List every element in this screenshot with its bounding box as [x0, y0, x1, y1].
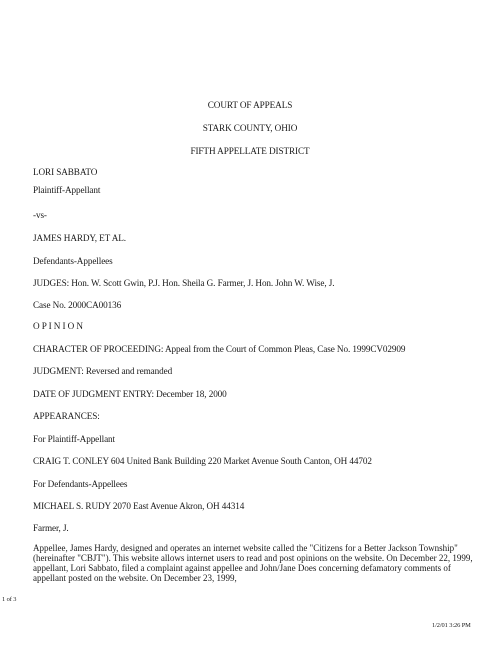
- case-number: Case No. 2000CA00136: [33, 300, 122, 310]
- district-name: FIFTH APPELLATE DISTRICT: [190, 146, 310, 156]
- versus-label: -vs-: [33, 210, 47, 220]
- judgment-date: DATE OF JUDGMENT ENTRY: December 18, 2000: [33, 389, 227, 399]
- appearances-heading: APPEARANCES:: [33, 411, 100, 421]
- appellee-counsel: MICHAEL S. RUDY 2070 East Avenue Akron, OH 44314: [33, 501, 245, 511]
- appellant-counsel-label: For Plaintiff-Appellant: [33, 434, 115, 444]
- court-name: COURT OF APPEALS: [207, 100, 293, 110]
- judgment-line: JUDGMENT: Reversed and remanded: [33, 366, 173, 376]
- plaintiff-name: LORI SABBATO: [33, 167, 98, 177]
- appellee-counsel-label: For Defendants-Appellees: [33, 479, 128, 489]
- opinion-body-paragraph: Appellee, James Hardy, designed and operates an internet website called the "Citizens for a Better Jackson Township" (hereinafter "CBJT"). This website allows internet users to read and post opinions on the website. On December 22, 1999, appellant, Lori Sabbato, filed a complaint against appellee and John/Jane Does concerning defamatory comments of appellant posted on the website. On December 23, 1999,: [33, 543, 473, 583]
- county-name: STARK COUNTY, OHIO: [202, 123, 298, 133]
- appellant-counsel: CRAIG T. CONLEY 604 United Bank Building 220 Market Avenue South Canton, OH 44702: [33, 456, 372, 466]
- page-number: 1 of 3: [2, 596, 17, 603]
- opinion-heading: O P I N I O N: [33, 321, 83, 331]
- character-of-proceeding: CHARACTER OF PROCEEDING: Appeal from the Court of Common Pleas, Case No. 1999CV02909: [33, 344, 406, 354]
- print-timestamp: 1/2/01 3:26 PM: [432, 622, 471, 629]
- plaintiff-role: Plaintiff-Appellant: [33, 185, 101, 195]
- defendant-role: Defendants-Appellees: [33, 256, 113, 266]
- judges-line: JUDGES: Hon. W. Scott Gwin, P.J. Hon. Sheila G. Farmer, J. Hon. John W. Wise, J.: [33, 278, 335, 288]
- opinion-author: Farmer, J.: [33, 523, 69, 533]
- defendant-name: JAMES HARDY, ET AL.: [33, 233, 126, 243]
